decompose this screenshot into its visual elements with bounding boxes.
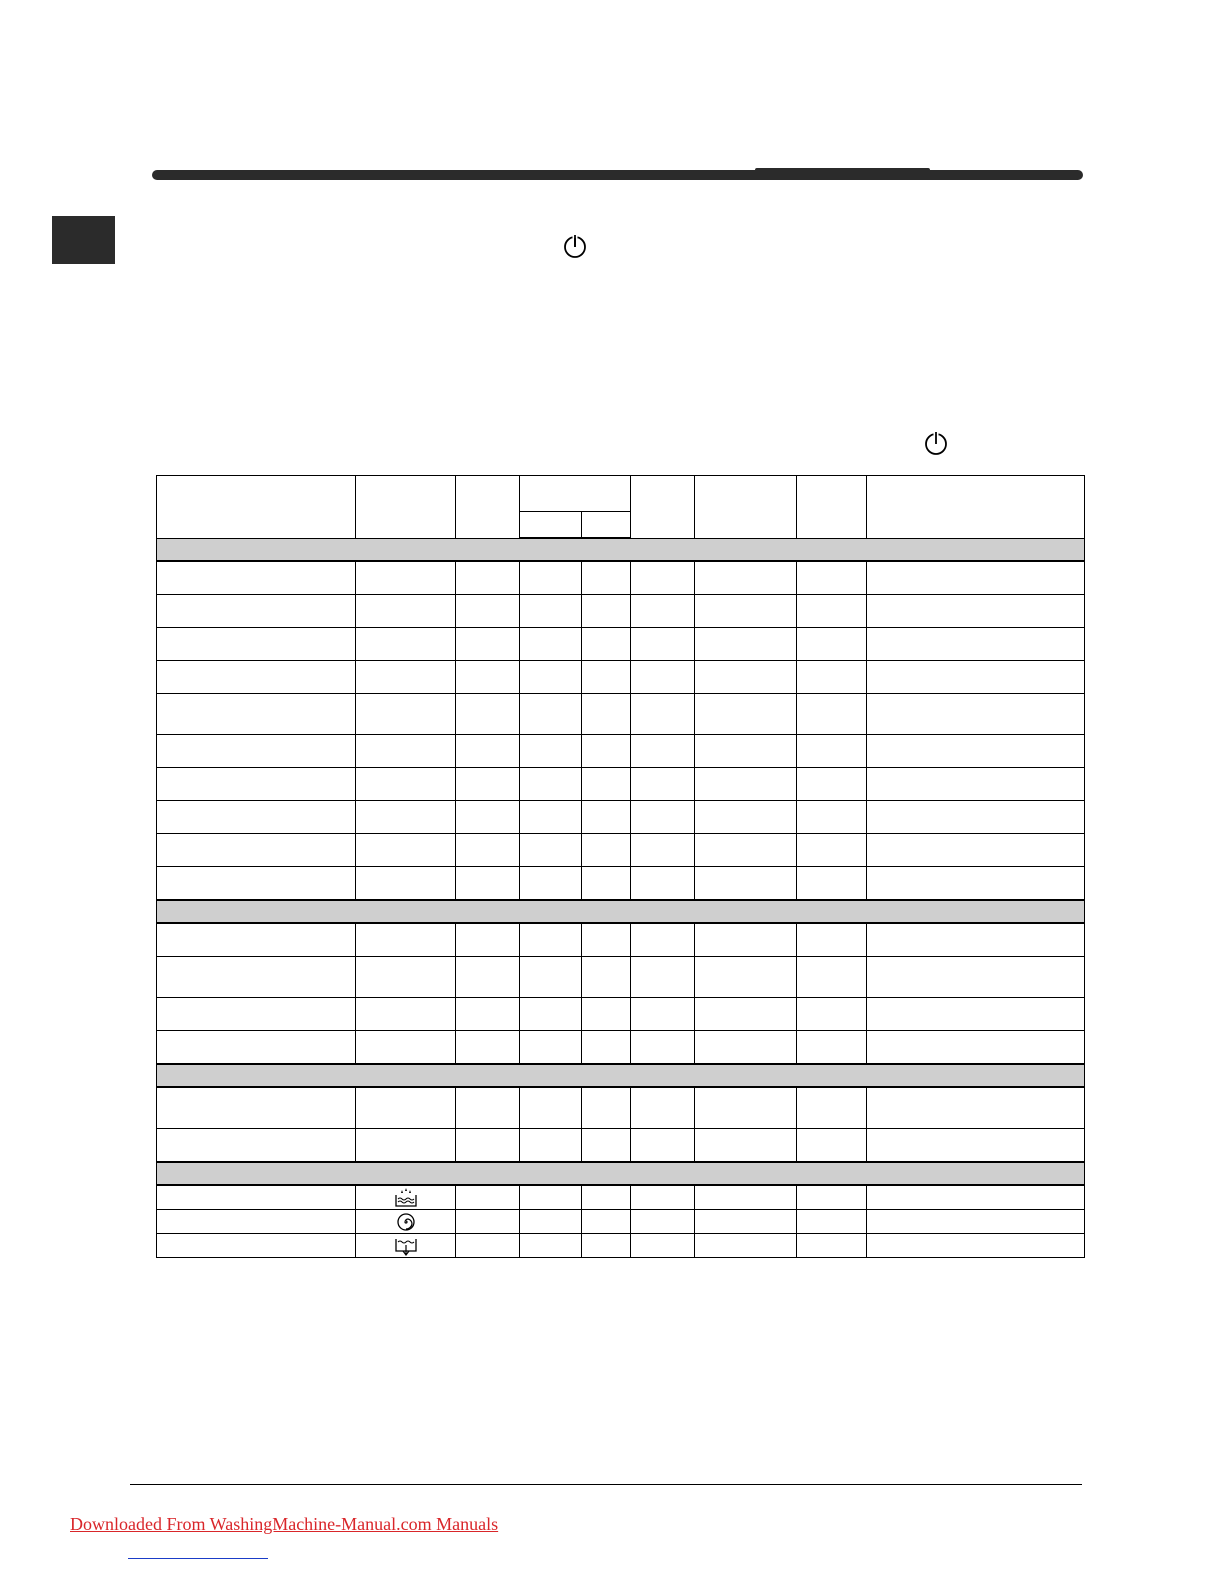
table-row — [157, 1234, 1085, 1258]
table-row — [157, 923, 1085, 957]
table-row — [157, 1031, 1085, 1065]
table-row — [157, 957, 1085, 998]
power-icon — [923, 430, 949, 456]
footer-rule — [130, 1484, 1082, 1485]
table-row — [157, 628, 1085, 661]
header-cell — [582, 512, 631, 539]
footer-underline — [128, 1558, 268, 1559]
table-row — [157, 595, 1085, 628]
programme-table — [156, 475, 1085, 1258]
table-row — [157, 561, 1085, 595]
section-row — [157, 538, 1085, 561]
spin-icon — [356, 1210, 456, 1234]
header-cell — [695, 476, 797, 539]
table-header-row — [157, 476, 1085, 512]
header-cell — [797, 476, 867, 539]
table-row — [157, 1129, 1085, 1163]
header-cell — [456, 476, 520, 539]
section-row — [157, 1162, 1085, 1185]
table-row — [157, 801, 1085, 834]
table-row — [157, 834, 1085, 867]
table-row — [157, 661, 1085, 694]
table-row — [157, 867, 1085, 901]
header-cell — [520, 512, 582, 539]
header-cell — [631, 476, 695, 539]
table-row — [157, 735, 1085, 768]
table-row — [157, 768, 1085, 801]
table-row — [157, 1210, 1085, 1234]
rinse-icon — [356, 1185, 456, 1210]
section-row — [157, 900, 1085, 923]
header-rule — [152, 170, 1083, 180]
table-row — [157, 998, 1085, 1031]
drain-icon — [356, 1234, 456, 1258]
language-tab — [52, 216, 115, 264]
header-cell — [520, 476, 631, 512]
header-cell — [356, 476, 456, 539]
header-cell — [157, 476, 356, 539]
section-row — [157, 1064, 1085, 1087]
table-row — [157, 694, 1085, 735]
table-row — [157, 1087, 1085, 1129]
header-cell — [867, 476, 1085, 539]
power-icon — [562, 233, 588, 259]
header-rule-accent — [755, 168, 930, 172]
download-source-link[interactable]: Downloaded From WashingMachine-Manual.com Manuals — [70, 1514, 499, 1534]
table-row — [157, 1185, 1085, 1210]
